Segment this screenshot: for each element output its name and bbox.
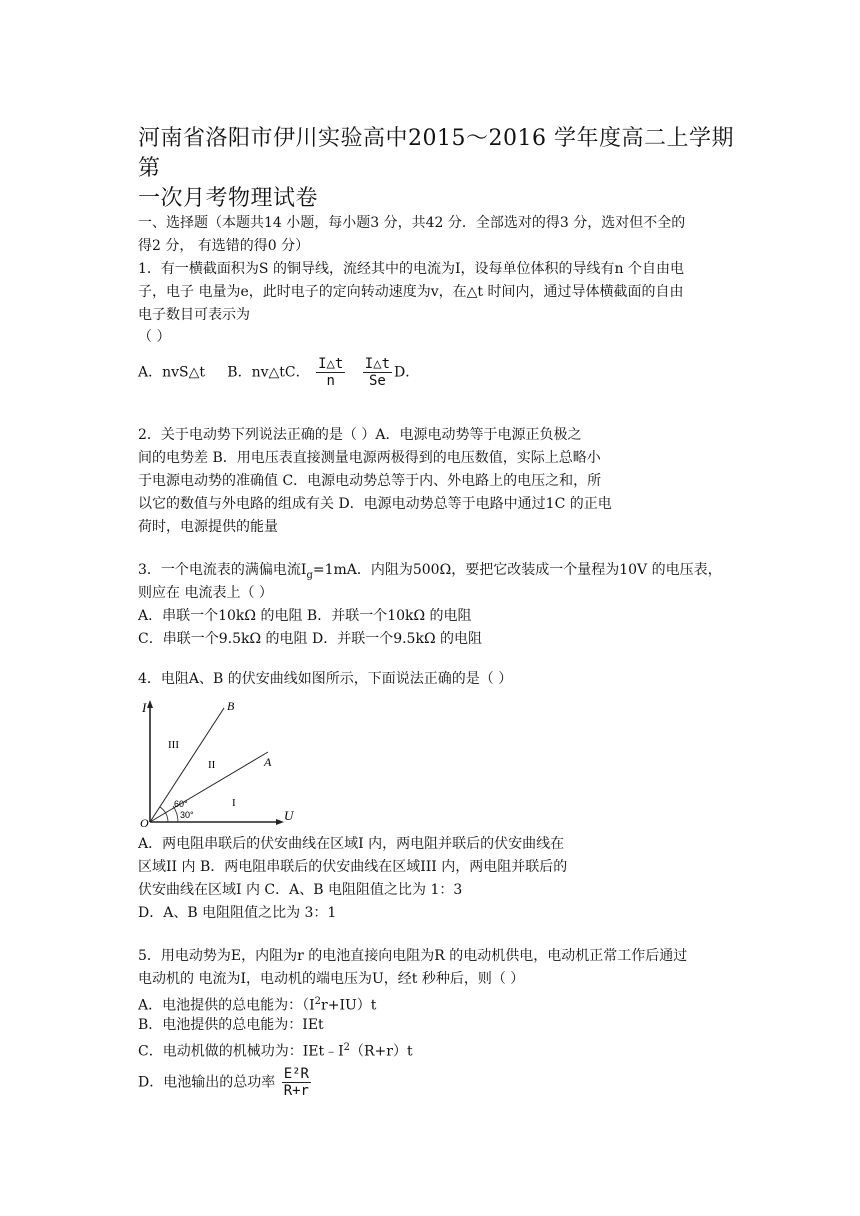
q5-option-d-fraction [282, 1066, 311, 1099]
q2-line-1: 2．关于电动势下列说法正确的是（ ）A．电源电动势等于电源正负极之 [138, 427, 582, 443]
subscript: g [306, 569, 313, 581]
q5-option-b: B．电池提供的总电能为：IEt [138, 1017, 324, 1033]
q1-option-c-fraction [316, 356, 345, 389]
fraction-denominator: n [326, 373, 335, 389]
y-axis-arrow [147, 700, 153, 708]
q5-option-d [138, 1066, 313, 1099]
fraction-denominator: R+r [283, 1083, 309, 1099]
x-axis-arrow [276, 819, 284, 825]
fraction-numerator: I△t [318, 356, 344, 372]
q5-text: D．电池输出的总功率 [138, 1074, 276, 1091]
line-b-label: B [227, 699, 235, 713]
q1-line-2: 子，电子 电量为e，此时电子的定向转动速度为v，在△t 时间内，通过导体横截面的自由 [138, 284, 684, 300]
q2-line-2: 间的电势差 B．用电压表直接测量电源两极得到的电压数值，实际上总略小 [138, 450, 601, 466]
fraction-denominator: Se [368, 373, 386, 389]
q1-option-a: A．nvS△t [138, 364, 206, 381]
q2-line-4: 以它的数值与外电路的组成有关 D．电源电动势总等于电路中通过1C 的正电 [138, 496, 612, 512]
q4-line-3: 区域II 内 B．两电阻串联后的伏安曲线在区域III 内，两电阻并联后的 [138, 859, 568, 875]
q1-line-1: 1．有一横截面积为S 的铜导线，流经其中的电流为I，设每单位体积的导线有n 个自由电 [138, 261, 684, 277]
q1-options [138, 356, 419, 389]
angle-60-label: 60° [174, 799, 188, 809]
q3-line-1 [138, 560, 722, 586]
q5-option-a [138, 992, 376, 1016]
superscript: 2 [314, 996, 322, 1007]
q3-option-ab: A．串联一个10kΩ 的电阻 B．并联一个10kΩ 的电阻 [138, 608, 472, 624]
q3-text: =1mA．内阻为500Ω，要把它改装成一个量程为10V 的电压表， [312, 562, 722, 578]
q4-line-1: 4．电阻A、B 的伏安曲线如图所示，下面说法正确的是（ ） [138, 671, 513, 687]
region-2-label: II [208, 759, 216, 771]
origin-label: O [140, 816, 149, 830]
angle-30-label: 30° [180, 810, 194, 820]
q5-text: （R+r）t [350, 1043, 413, 1060]
q5-option-c [138, 1038, 413, 1062]
q1-option-d-fraction [363, 356, 392, 389]
title-line-1: 河南省洛阳市伊川实验高中2015～2016 学年度高二上学期第 [138, 126, 734, 181]
q5-text: C．电动机做的机械功为：IEt﹣I [138, 1043, 344, 1060]
angle-60-arc [160, 807, 168, 822]
q2-line-3: 于电源电动势的准确值 C．电源电动势总等于内、外电路上的电压之和，所 [138, 473, 602, 489]
q1-option-d-label: D． [394, 364, 420, 381]
region-3-label: III [168, 739, 179, 751]
q5-line-2: 电动机的 电流为I，电动机的端电压为U，经t 秒种后，则（ ） [138, 971, 525, 987]
q1-line-3: 电子数目可表示为 [138, 307, 250, 323]
section-header-line-2: 得2 分， 有选错的得0 分） [138, 238, 310, 254]
q5-text: r+IU）t [321, 997, 377, 1014]
q2-line-5: 荷时，电源提供的能量 [138, 519, 278, 535]
fraction-numerator: I△t [364, 356, 391, 372]
q4-line-2: A．两电阻串联后的伏安曲线在区域I 内，两电阻并联后的伏安曲线在 [138, 836, 565, 852]
page-title [138, 124, 738, 214]
axis-label-i: I [142, 700, 147, 715]
fraction-numerator: E²R [283, 1066, 309, 1082]
q3-text: 3．一个电流表的满偏电流I [138, 562, 307, 578]
line-a-label: A [264, 755, 272, 769]
q1-answer-paren: （ ） [138, 329, 171, 345]
q1-option-b: B．nv△tC． [227, 364, 310, 381]
q4-line-4: 伏安曲线在区域I 内 C．A、B 电阻阻值之比为 1：3 [138, 882, 463, 898]
superscript: 2 [343, 1042, 350, 1053]
title-line-2: 一次月考物理试卷 [138, 186, 319, 211]
q3-option-cd: C．串联一个9.5kΩ 的电阻 D．并联一个9.5kΩ 的电阻 [138, 631, 482, 647]
section-header-line-1: 一、选择题（本题共14 小题，每小题3 分，共42 分．全部选对的得3 分，选对但不全的 [138, 215, 686, 231]
q5-line-1: 5．用电动势为E，内阻为r 的电池直接向电阻为R 的电动机供电，电动机正常工作后通过 [138, 948, 688, 964]
region-1-label: I [232, 797, 236, 809]
q4-line-5: D．A、B 电阻阻值之比为 3：1 [138, 905, 337, 921]
q3-line-2: 则应在 电流表上（ ） [138, 585, 273, 601]
q5-text: A．电池提供的总电能为：（I [138, 997, 315, 1014]
iv-curve-figure [138, 696, 298, 830]
axis-label-u: U [284, 808, 294, 823]
